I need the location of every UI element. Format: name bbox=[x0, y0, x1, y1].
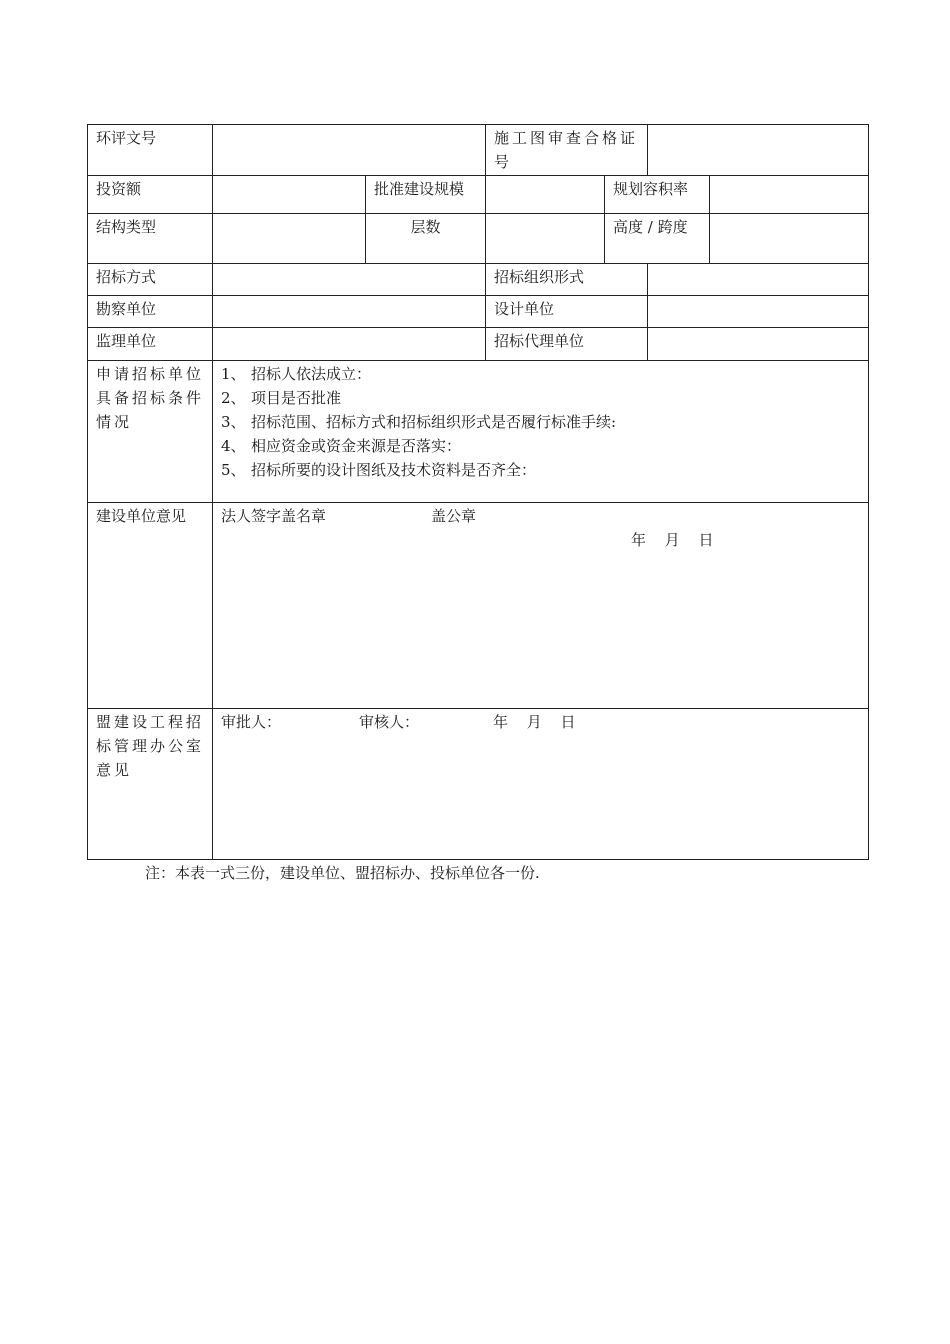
condition-item: 5、 招标所要的设计图纸及技术资料是否齐全： bbox=[221, 461, 537, 479]
survey-unit-label: 勘察单位 bbox=[88, 296, 213, 328]
design-unit-label: 设计单位 bbox=[486, 296, 648, 328]
conditions-label: 申请招标单位具备招标条件情况 bbox=[88, 361, 213, 503]
approved-scale-label: 批准建设规模 bbox=[366, 176, 486, 214]
plot-ratio-label: 规划容积率 bbox=[605, 176, 710, 214]
condition-item: 1、 招标人依法成立： bbox=[221, 365, 372, 383]
bid-method-label: 招标方式 bbox=[88, 264, 213, 296]
row-survey bbox=[88, 296, 869, 328]
survey-unit-value[interactable] bbox=[213, 296, 486, 328]
reviewer-label: 审核人： bbox=[359, 713, 420, 731]
agency-unit-label: 招标代理单位 bbox=[486, 328, 648, 361]
agency-unit-value[interactable] bbox=[648, 328, 869, 361]
office-opinion-label: 盟建设工程招标管理办公室意见 bbox=[88, 709, 213, 860]
plot-ratio-value[interactable] bbox=[710, 176, 869, 214]
condition-item: 3、 招标范围、招标方式和招标组织形式是否履行标准手续: bbox=[221, 413, 617, 431]
conditions-list bbox=[213, 361, 869, 503]
owner-opinion-date: 年 月 日 bbox=[631, 531, 714, 549]
row-eia bbox=[88, 125, 869, 176]
row-investment bbox=[88, 176, 869, 214]
row-office-opinion bbox=[88, 709, 869, 860]
structure-type-value[interactable] bbox=[213, 214, 366, 264]
investment-label: 投资额 bbox=[88, 176, 213, 214]
bid-org-form-value[interactable] bbox=[648, 264, 869, 296]
form-footnote: 注：本表一式三份，建设单位、盟招标办、投标单位各一份. bbox=[145, 864, 540, 882]
owner-opinion-label: 建设单位意见 bbox=[88, 503, 213, 709]
investment-value[interactable] bbox=[213, 176, 366, 214]
office-opinion-date: 年 月 日 bbox=[493, 713, 576, 731]
row-owner-opinion bbox=[88, 503, 869, 709]
height-span-value[interactable] bbox=[710, 214, 869, 264]
office-opinion-area[interactable] bbox=[213, 709, 869, 860]
supervision-unit-label: 监理单位 bbox=[88, 328, 213, 361]
approver-label: 审批人： bbox=[221, 713, 282, 731]
legal-signature-label: 法人签字盖名章 bbox=[221, 507, 327, 525]
drawing-cert-label: 施工图审查合格证号 bbox=[486, 125, 648, 176]
supervision-unit-value[interactable] bbox=[213, 328, 486, 361]
drawing-cert-value[interactable] bbox=[648, 125, 869, 176]
eia-number-label: 环评文号 bbox=[88, 125, 213, 176]
design-unit-value[interactable] bbox=[648, 296, 869, 328]
bid-org-form-label: 招标组织形式 bbox=[486, 264, 648, 296]
structure-type-label: 结构类型 bbox=[88, 214, 213, 264]
floors-value[interactable] bbox=[486, 214, 605, 264]
row-supervision bbox=[88, 328, 869, 361]
row-structure bbox=[88, 214, 869, 264]
approved-scale-value[interactable] bbox=[486, 176, 605, 214]
owner-opinion-area[interactable] bbox=[213, 503, 869, 709]
row-bid-method bbox=[88, 264, 869, 296]
row-conditions bbox=[88, 361, 869, 503]
tender-application-form bbox=[87, 124, 869, 860]
eia-number-value[interactable] bbox=[213, 125, 486, 176]
bid-method-value[interactable] bbox=[213, 264, 486, 296]
condition-item: 4、 相应资金或资金来源是否落实： bbox=[221, 437, 462, 455]
condition-item: 2、 项目是否批准 bbox=[221, 389, 342, 407]
height-span-label: 高度 / 跨度 bbox=[605, 214, 710, 264]
official-seal-label: 盖公章 bbox=[431, 507, 477, 525]
floors-label: 层数 bbox=[366, 214, 486, 264]
